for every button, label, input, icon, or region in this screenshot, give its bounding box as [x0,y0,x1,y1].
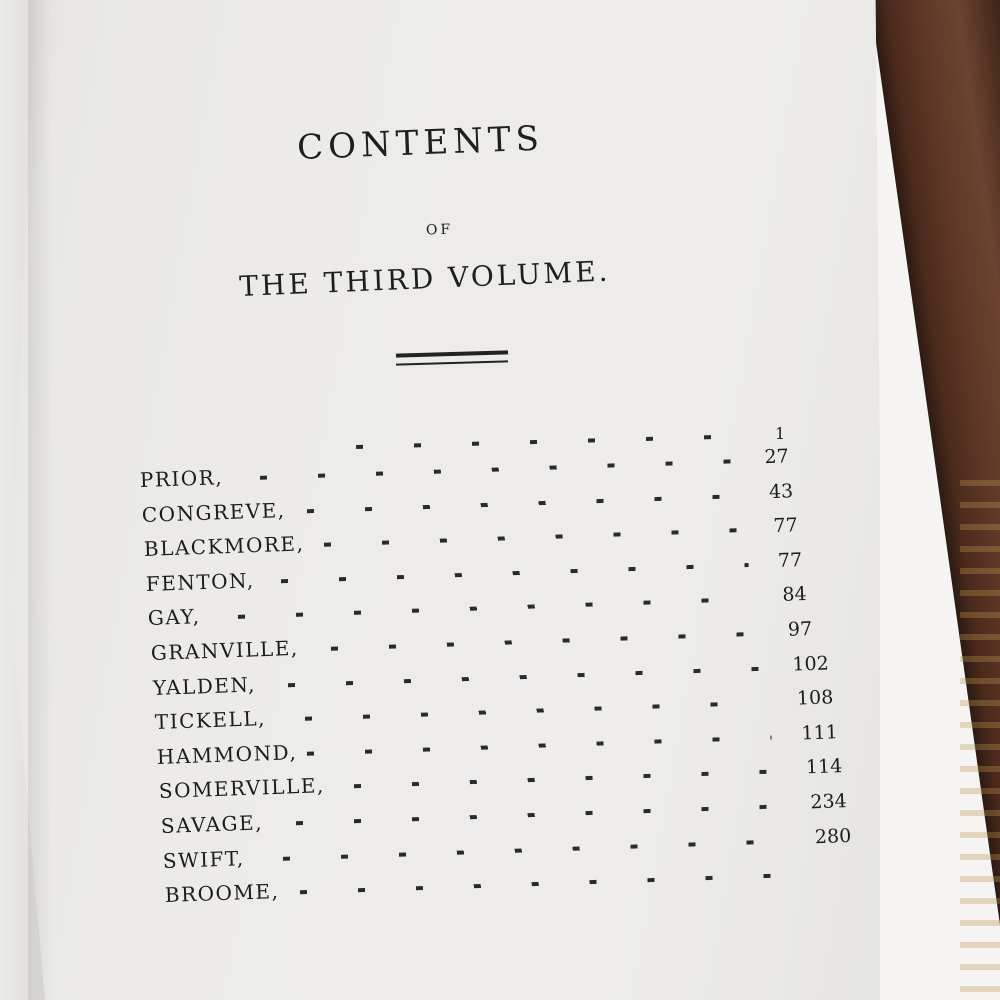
leader-dots [281,563,748,583]
title-connector: OF [425,221,454,239]
page-title: CONTENTS [296,118,545,168]
page-number: 234 [810,790,848,814]
author-name: PRIOR, [139,465,224,492]
author-name: TICKELL, [154,706,266,735]
author-name: SAVAGE, [160,810,264,838]
author-name: SWIFT, [162,845,246,873]
page-number: 280 [814,824,852,848]
author-name: HAMMOND, [156,739,298,769]
leader-dots [287,666,762,687]
leader-dots [307,735,772,755]
page-subtitle: THE THIRD VOLUME. [238,254,612,303]
leader-dots [296,804,781,825]
leader-dots [354,770,776,789]
page-number: 77 [773,514,799,538]
author-name: GRANVILLE, [149,635,299,665]
author-name: SOMERVILLE, [158,773,325,804]
author-name: YALDEN, [152,672,256,700]
leader-dots [330,632,757,651]
leader-dots [304,701,766,721]
author-name: GAY, [147,604,202,631]
page-number: 108 [796,686,834,710]
leader-dots [324,528,744,547]
leader-dots [283,839,785,861]
author-name: BLACKMORE, [143,531,305,562]
leader-dots [238,597,753,619]
leader-dots [307,494,739,513]
first-page-number: 1 [775,424,786,443]
page-number: 27 [764,445,790,469]
page-number: 84 [782,583,808,607]
page-number: 114 [805,755,843,779]
page-number: 97 [787,617,813,641]
page-number: 77 [777,548,803,572]
author-name: FENTON, [145,568,256,596]
page-number: 111 [800,721,838,745]
leader-dots [300,873,790,894]
author-name: CONGREVE, [141,497,287,527]
page-number: 102 [791,652,829,676]
author-name: BROOME, [164,879,280,908]
page-number: 43 [768,479,794,503]
leader-dots [260,459,735,480]
